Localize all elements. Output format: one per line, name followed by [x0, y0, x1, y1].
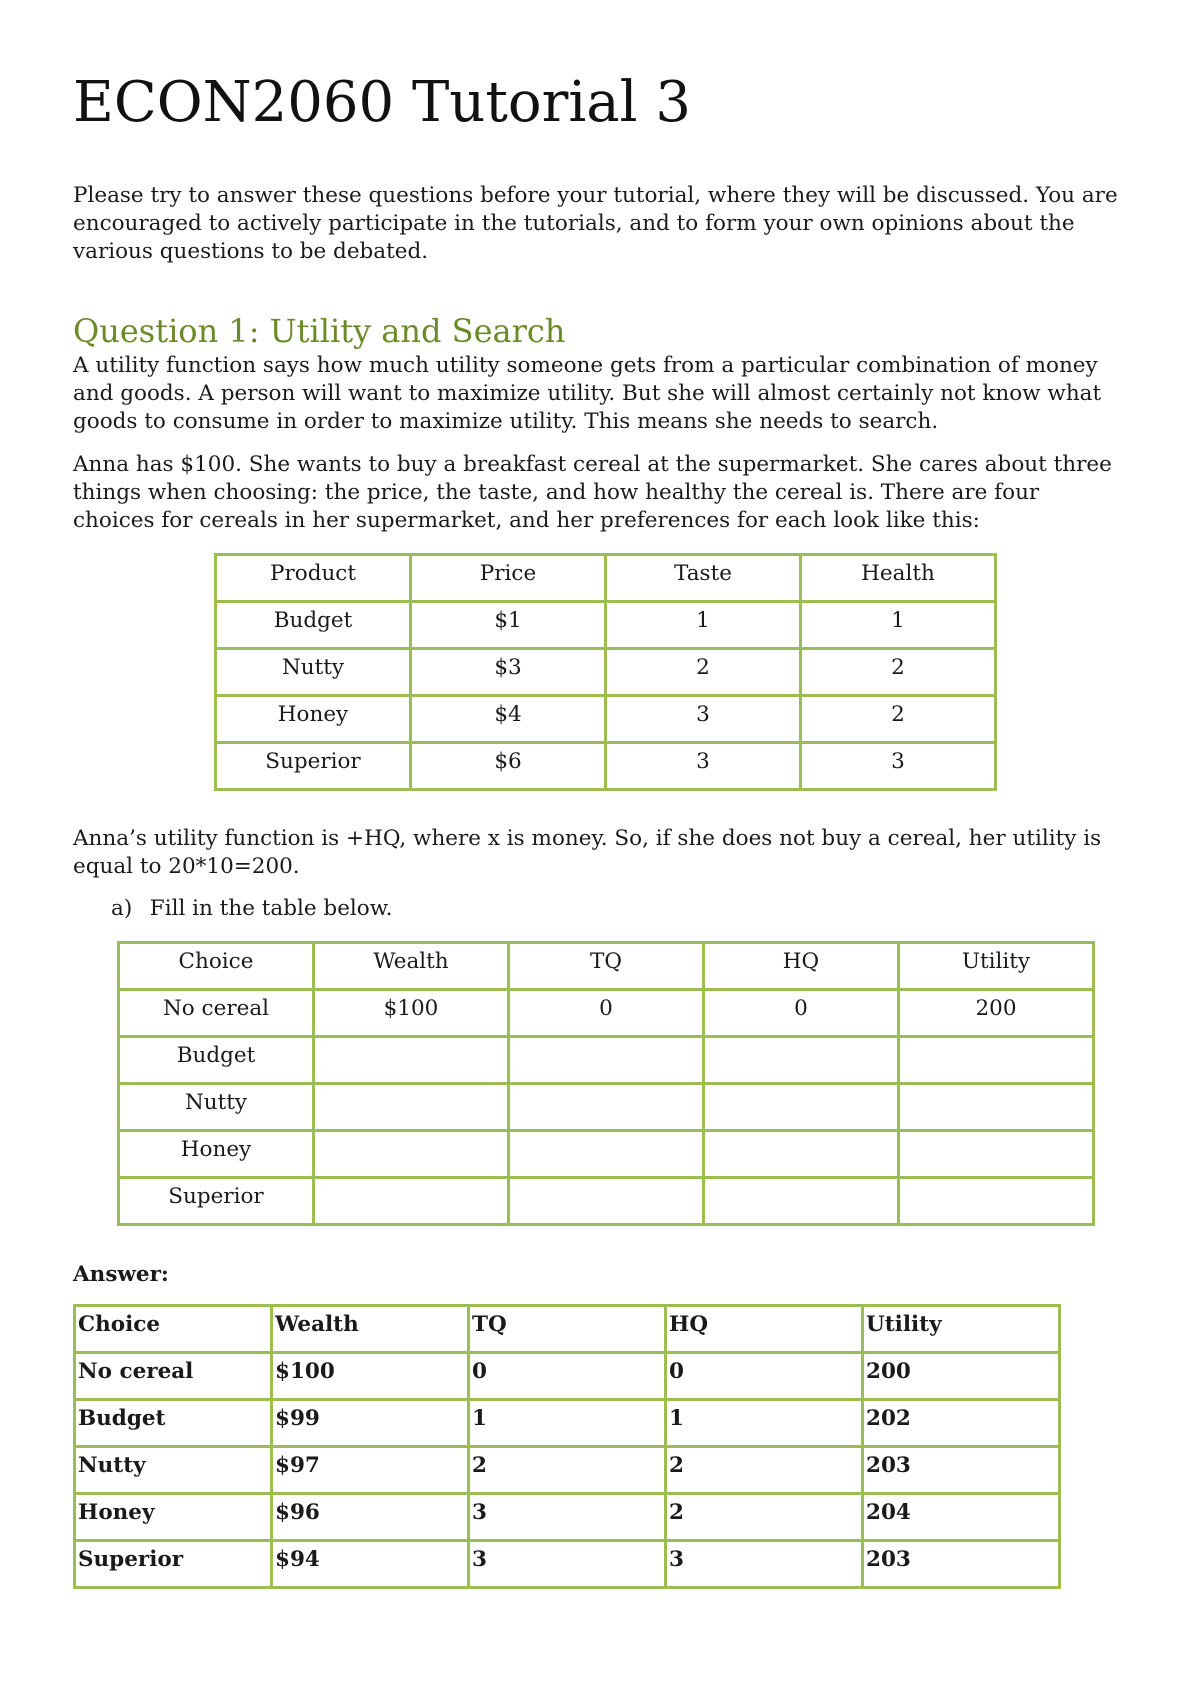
intro-paragraph: Please try to answer these questions before your tutorial, where they will be discussed. You are encouraged to actively participate in the tutorials, and to form your own opinions about the various questions to be debated. [73, 183, 1118, 264]
table-cell: $3 [411, 649, 606, 696]
table-row [216, 602, 996, 649]
item-a-instruction: a) Fill in the table below. [111, 896, 393, 921]
table-cell: 1 [606, 602, 801, 649]
column-header: Choice [119, 943, 314, 990]
table-row [75, 1447, 1060, 1494]
table-cell: 3 [801, 743, 996, 790]
table-cell: 1 [801, 602, 996, 649]
table-cell: 0 [509, 990, 704, 1037]
table-cell [509, 1131, 704, 1178]
table-cell: 2 [666, 1494, 863, 1541]
table-cell [314, 1084, 509, 1131]
table-cell: $1 [411, 602, 606, 649]
table-row [216, 696, 996, 743]
table-row [119, 1131, 1094, 1178]
table-cell: 1 [469, 1400, 666, 1447]
table-cell: 200 [863, 1353, 1060, 1400]
table-cell: 203 [863, 1541, 1060, 1588]
table-cell [509, 1178, 704, 1225]
table-cell [704, 1037, 899, 1084]
column-header: Wealth [314, 943, 509, 990]
table-cell: 3 [469, 1541, 666, 1588]
table-cell [314, 1131, 509, 1178]
table-cell [704, 1084, 899, 1131]
table-cell: 2 [606, 649, 801, 696]
page-title: ECON2060 Tutorial 3 [73, 70, 691, 135]
answer-table [73, 1304, 1061, 1589]
table-cell: $96 [272, 1494, 469, 1541]
table-cell: Nutty [216, 649, 411, 696]
table-cell: Superior [119, 1178, 314, 1225]
table-cell: $100 [314, 990, 509, 1037]
table-cell: 2 [666, 1447, 863, 1494]
table-cell: $94 [272, 1541, 469, 1588]
table-cell: 203 [863, 1447, 1060, 1494]
table-cell: 2 [801, 649, 996, 696]
table-cell: Honey [119, 1131, 314, 1178]
table-cell [899, 1037, 1094, 1084]
table-cell [314, 1178, 509, 1225]
preferences-table [214, 553, 997, 791]
table-cell: $100 [272, 1353, 469, 1400]
column-header: HQ [704, 943, 899, 990]
table-cell: 200 [899, 990, 1094, 1037]
table-row [119, 1178, 1094, 1225]
table-cell: $6 [411, 743, 606, 790]
table-row [119, 1084, 1094, 1131]
table-cell: 1 [666, 1400, 863, 1447]
fill-in-table [117, 941, 1095, 1226]
table-row [119, 990, 1094, 1037]
table-cell: 0 [666, 1353, 863, 1400]
table-cell: $99 [272, 1400, 469, 1447]
column-header: TQ [469, 1306, 666, 1353]
column-header: Utility [863, 1306, 1060, 1353]
table-cell: 0 [704, 990, 899, 1037]
table-cell: 202 [863, 1400, 1060, 1447]
table-cell: Honey [216, 696, 411, 743]
table-cell: $97 [272, 1447, 469, 1494]
table-cell [509, 1084, 704, 1131]
preferences-header-row [216, 555, 996, 602]
table-row [75, 1494, 1060, 1541]
table-cell: Budget [75, 1400, 272, 1447]
table-cell: Superior [75, 1541, 272, 1588]
column-header: Wealth [272, 1306, 469, 1353]
table-cell [899, 1178, 1094, 1225]
table-cell: Budget [216, 602, 411, 649]
table-cell: Budget [119, 1037, 314, 1084]
answer-header-row [75, 1306, 1060, 1353]
table-row [216, 743, 996, 790]
fill-header-row [119, 943, 1094, 990]
table-cell: 3 [666, 1541, 863, 1588]
column-header: HQ [666, 1306, 863, 1353]
anna-cereal-paragraph: Anna has $100. She wants to buy a breakfast cereal at the supermarket. She cares about three things when choosing: the price, the taste, and how healthy the cereal is. There are four choices for cereals in her supermarket, and her preferences for each look like this: [73, 452, 1112, 533]
table-cell: Nutty [119, 1084, 314, 1131]
table-cell: $4 [411, 696, 606, 743]
table-row [75, 1353, 1060, 1400]
table-cell: 0 [469, 1353, 666, 1400]
column-header: Choice [75, 1306, 272, 1353]
table-cell: Nutty [75, 1447, 272, 1494]
table-cell: 204 [863, 1494, 1060, 1541]
table-cell: Superior [216, 743, 411, 790]
table-cell: No cereal [75, 1353, 272, 1400]
table-row [119, 1037, 1094, 1084]
table-cell: Honey [75, 1494, 272, 1541]
table-cell: 2 [469, 1447, 666, 1494]
table-cell [509, 1037, 704, 1084]
table-cell [704, 1178, 899, 1225]
table-cell [899, 1131, 1094, 1178]
table-cell [704, 1131, 899, 1178]
table-cell: 3 [606, 743, 801, 790]
table-row [216, 649, 996, 696]
table-cell: No cereal [119, 990, 314, 1037]
column-header: Product [216, 555, 411, 602]
answer-label: Answer: [73, 1262, 169, 1287]
column-header: Price [411, 555, 606, 602]
column-header: Health [801, 555, 996, 602]
table-cell: 3 [606, 696, 801, 743]
table-row [75, 1400, 1060, 1447]
question-1-heading: Question 1: Utility and Search [73, 312, 566, 350]
column-header: Taste [606, 555, 801, 602]
table-cell [899, 1084, 1094, 1131]
column-header: Utility [899, 943, 1094, 990]
table-row [75, 1541, 1060, 1588]
anna-utility-paragraph: Anna’s utility function is +HQ, where x is money. So, if she does not buy a cereal, her utility is equal to 20*10=200. [73, 826, 1102, 879]
utility-function-paragraph: A utility function says how much utility someone gets from a particular combination of money and goods. A person will want to maximize utility. But she will almost certainly not know what goods to consume in order to maximize utility. This means she needs to search. [73, 353, 1102, 434]
table-cell [314, 1037, 509, 1084]
table-cell: 2 [801, 696, 996, 743]
table-cell: 3 [469, 1494, 666, 1541]
column-header: TQ [509, 943, 704, 990]
